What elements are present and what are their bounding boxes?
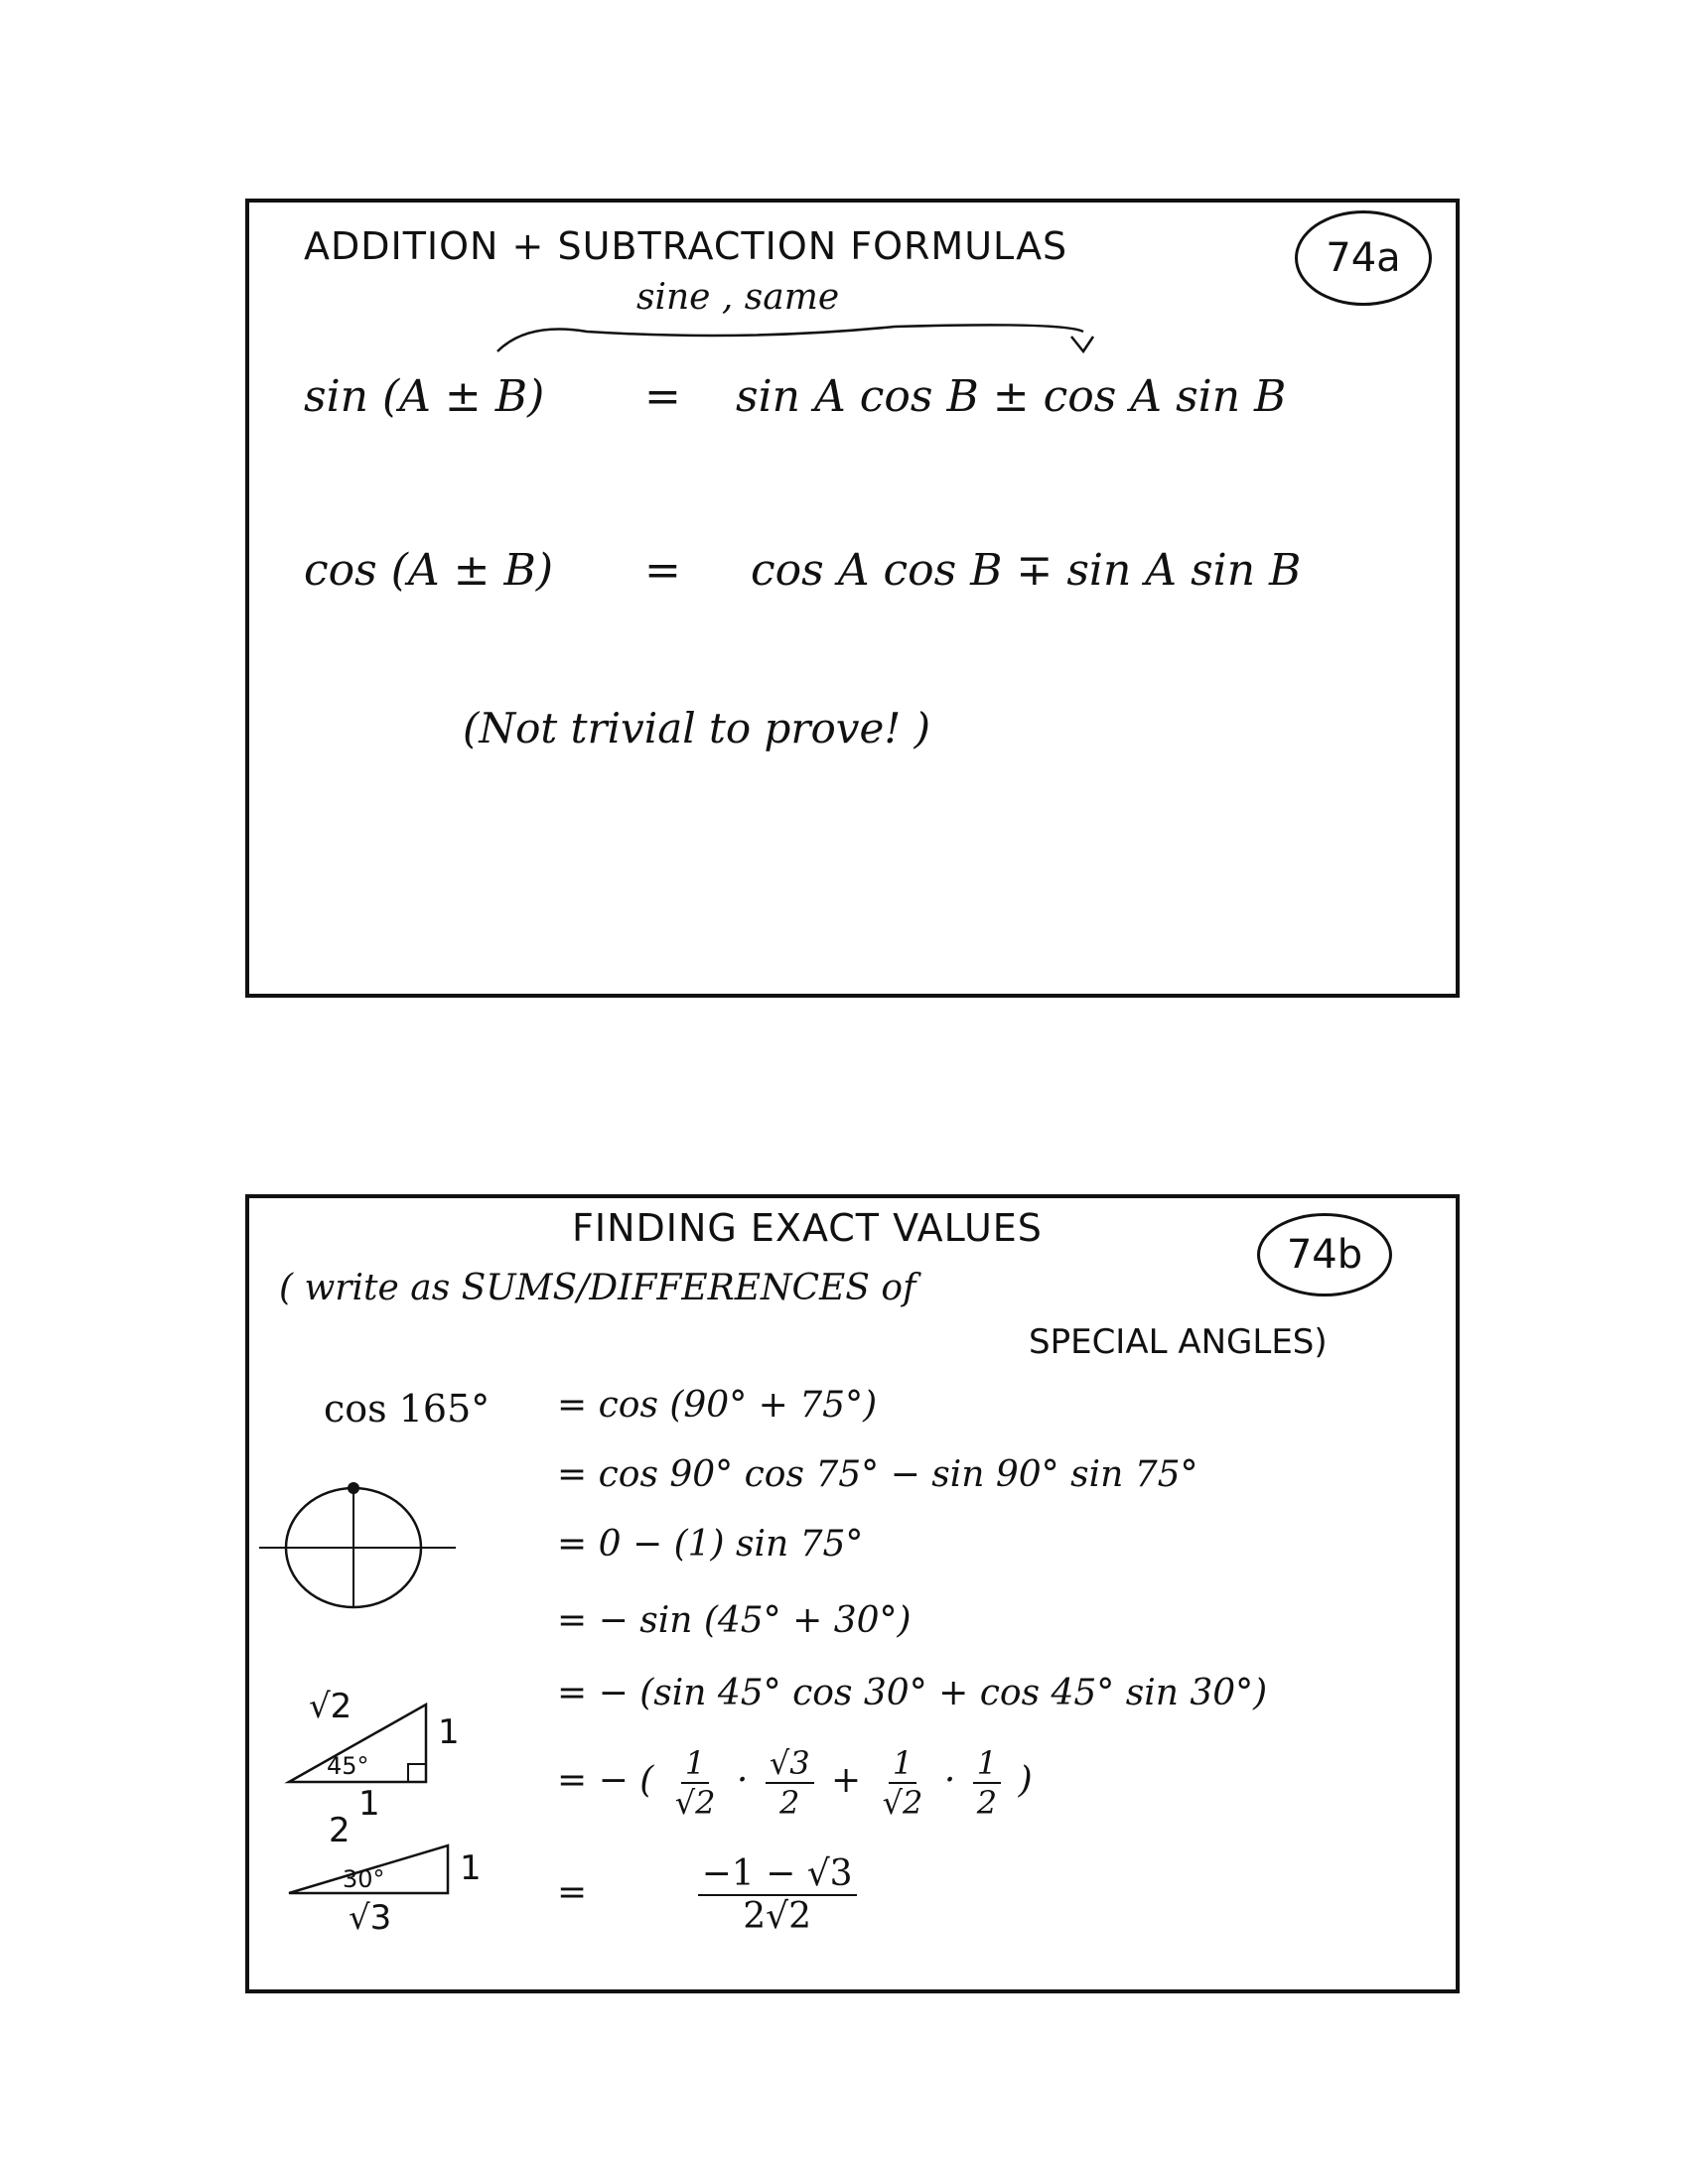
fraction-1-over-sqrt2: $\frac{1}{√2}$ [674, 1744, 716, 1822]
step-6: = − ( $\frac{1}{√2}$ · $\frac{√3}{2}$ + $\frac{1}{√2}$ · $\frac{1}{2}$ ) [557, 1744, 1033, 1822]
fraction-1-over-2: $\frac{1}{2}$ [973, 1744, 1001, 1822]
sin-sum-rhs: sin A cos B ± cos A sin B [736, 371, 1287, 422]
slide-badge: 74b [1257, 1213, 1392, 1297]
tri45-hypotenuse: √2 [309, 1687, 352, 1726]
cos-sum-equals: = [644, 545, 681, 596]
cos-sum-rhs: cos A cos B ∓ sin A sin B [751, 545, 1302, 596]
step-6-prefix: = − ( [557, 1760, 654, 1801]
fraction-1-over-sqrt2: $\frac{1}{√2}$ [882, 1744, 923, 1822]
slide-74a [245, 199, 1460, 998]
triangle-30-sketch [249, 1198, 1464, 1997]
step-6-plus: + [831, 1760, 862, 1801]
subtitle-line-1: ( write as SUMS/DIFFERENCES of [279, 1268, 916, 1308]
sin-sum-equals: = [644, 371, 681, 422]
slide-title: FINDING EXACT VALUES [572, 1206, 1043, 1250]
sine-same-note: sine , same [636, 277, 840, 318]
step-5: = − (sin 45° cos 30° + cos 45° sin 30°) [557, 1673, 1268, 1713]
step-4: = − sin (45° + 30°) [557, 1600, 912, 1641]
sine-arrow [249, 203, 1464, 1002]
step-3: = 0 − (1) sin 75° [557, 1524, 864, 1565]
tri30-side: 1 [460, 1848, 482, 1888]
step-6-suffix: ) [1018, 1760, 1033, 1801]
slide-badge: 74a [1295, 210, 1432, 306]
step-1: = cos (90° + 75°) [557, 1385, 878, 1426]
remark: (Not trivial to prove! ) [463, 704, 930, 752]
step-2: = cos 90° cos 75° − sin 90° sin 75° [557, 1454, 1198, 1495]
cos165-lhs: cos 165° [324, 1387, 491, 1431]
tri45-base: 1 [358, 1784, 380, 1824]
slide-title: ADDITION + SUBTRACTION FORMULAS [304, 224, 1068, 268]
final-fraction: $\frac{-1 - √3}{2√2}$ [698, 1853, 857, 1937]
tri30-base: √3 [349, 1898, 392, 1938]
step-7-prefix: = [557, 1872, 588, 1913]
tri30-hypotenuse: 2 [329, 1811, 351, 1850]
tri45-side: 1 [438, 1712, 460, 1752]
slide-74b [245, 1194, 1460, 1993]
fraction-sqrt3-over-2: $\frac{√3}{2}$ [766, 1744, 814, 1822]
tri30-angle: 30° [343, 1865, 385, 1893]
tri45-angle: 45° [327, 1752, 369, 1780]
cos-sum-lhs: cos (A ± B) [304, 545, 553, 596]
sin-sum-lhs: sin (A ± B) [304, 371, 545, 422]
subtitle-line-2: SPECIAL ANGLES) [1029, 1322, 1328, 1362]
